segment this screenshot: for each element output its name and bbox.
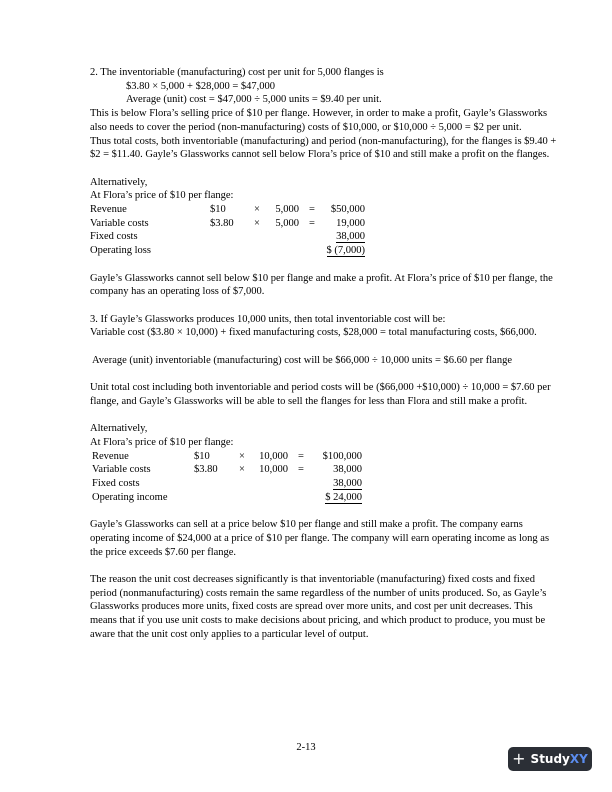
- table-row: [90, 203, 365, 217]
- calc-line-1: $3.80 × 5,000 + $28,000 = $47,000: [126, 80, 276, 92]
- section-3-conclusion: Gayle’s Glassworks can sell at a price below $10 per flange and still make a profit. The company earns operating income of $24,000 at a price of $10 per flange. The company will earn operating income as long as the price exceeds $7.60 per flange.: [90, 519, 550, 558]
- section-2-heading: 2. The inventoriable (manufacturing) cost per unit for 5,000 flanges is: [90, 67, 384, 78]
- table-row: [90, 244, 365, 258]
- calc-line-2: Average (unit) cost = $47,000 ÷ 5,000 units = $9.40 per unit.: [126, 94, 382, 106]
- row-amount: 19,000: [336, 217, 365, 229]
- reason-paragraph: The reason the unit cost decreases significantly is that inventoriable (manufacturing) fixed costs and fixed period (nonmanufacturing) costs remain the same regardless of the number of units produced. So, as Gayle’s Glassworks produces more units, fixed costs are spread over more units, and cost per unit decreases. This means that if you use unit costs to make decisions about pricing, and which product to produce, you must be aware that the unit cost only applies to a particular level of output.: [90, 573, 547, 640]
- row-label: Fixed costs: [90, 231, 138, 243]
- income-table-5000: [90, 203, 365, 258]
- row-op: ×: [254, 217, 260, 229]
- row-equals: =: [309, 204, 315, 216]
- income-table-10000: [92, 450, 362, 505]
- row-label: Variable costs: [90, 217, 149, 229]
- row-amount: $ 24,000: [325, 491, 362, 503]
- row-qty: 10,000: [259, 464, 288, 476]
- row-equals: =: [298, 450, 304, 462]
- row-label: Operating income: [92, 491, 168, 503]
- row-qty: 10,000: [259, 450, 288, 462]
- row-label: Revenue: [92, 450, 129, 462]
- average-cost-line: Average (unit) inventoriable (manufacturing) cost will be $66,000 ÷ 10,000 units = $6.60 per flange: [92, 354, 513, 366]
- row-amount: 38,000: [336, 231, 365, 243]
- row-op: ×: [239, 450, 245, 462]
- row-price: $3.80: [194, 464, 218, 476]
- row-label: Variable costs: [92, 464, 151, 476]
- paragraph-below-price: This is below Flora’s selling price of $10 per flange. However, in order to make a profit, Gayle’s Glassworks also needs to cover the period (non-manufacturing) costs of $10,000, or $10,000 ÷ 5,000 = $2 per unit.: [90, 108, 548, 133]
- row-amount: 38,000: [333, 478, 362, 489]
- table-row: [90, 230, 365, 244]
- badge-study: Study: [530, 752, 570, 766]
- badge-xy: XY: [569, 752, 588, 766]
- studyxy-badge[interactable]: [508, 747, 592, 771]
- row-qty: 5,000: [275, 217, 299, 229]
- row-price: $10: [210, 204, 226, 216]
- row-amount: $ (7,000): [326, 245, 365, 257]
- alternatively-label: Alternatively,: [90, 423, 148, 435]
- section-3-heading: 3. If Gayle’s Glassworks produces 10,000 units, then total inventoriable cost will be:: [90, 313, 446, 325]
- alternatively-label: Alternatively,: [90, 176, 148, 188]
- row-price: $3.80: [210, 217, 234, 229]
- price-label: At Flora’s price of $10 per flange:: [90, 190, 234, 202]
- variable-cost-line: Variable cost ($3.80 × 10,000) + fixed manufacturing costs, $28,000 = total manufacturing costs, $66,000.: [90, 327, 537, 339]
- row-label: Operating loss: [90, 245, 151, 257]
- paragraph-total-costs: Thus total costs, both inventoriable (manufacturing) and period (non-manufacturing), for the flanges is $9.40 + $2 = $11.40. Gayle’s Glassworks cannot sell below Flora’s price of $10 and still make a profit on the flanges.: [90, 135, 557, 161]
- table-row: [92, 491, 362, 505]
- table-row: [92, 450, 362, 464]
- document-body: [90, 66, 560, 641]
- row-qty: 5,000: [275, 204, 299, 216]
- row-amount: 38,000: [333, 464, 362, 476]
- section-2-conclusion: Gayle’s Glassworks cannot sell below $10 per flange and make a profit. At Flora’s price of $10 per flange, the company has an operating loss of $7,000.: [90, 272, 553, 298]
- row-amount: $100,000: [322, 450, 362, 462]
- row-equals: =: [298, 464, 304, 476]
- unit-total-paragraph: Unit total cost including both inventoriable and period costs will be ($66,000 +$10,000) ÷ 10,000 = $7.60 per flange, and Gayle’s Glassworks will be able to sell the flanges for less than Flora and still make a profit.: [90, 382, 551, 407]
- table-row: [92, 477, 362, 491]
- row-label: Fixed costs: [92, 478, 140, 489]
- table-row: [90, 217, 365, 231]
- row-op: ×: [254, 204, 260, 216]
- row-equals: =: [309, 217, 315, 229]
- page-number: 2-13: [296, 742, 316, 753]
- row-label: Revenue: [90, 204, 127, 216]
- table-row: [92, 463, 362, 477]
- plus-icon: +: [512, 749, 526, 768]
- price-label: At Flora’s price of $10 per flange:: [90, 436, 234, 448]
- badge-text: [531, 752, 588, 766]
- row-op: ×: [239, 464, 245, 476]
- row-amount: $50,000: [330, 204, 365, 216]
- row-price: $10: [194, 450, 210, 462]
